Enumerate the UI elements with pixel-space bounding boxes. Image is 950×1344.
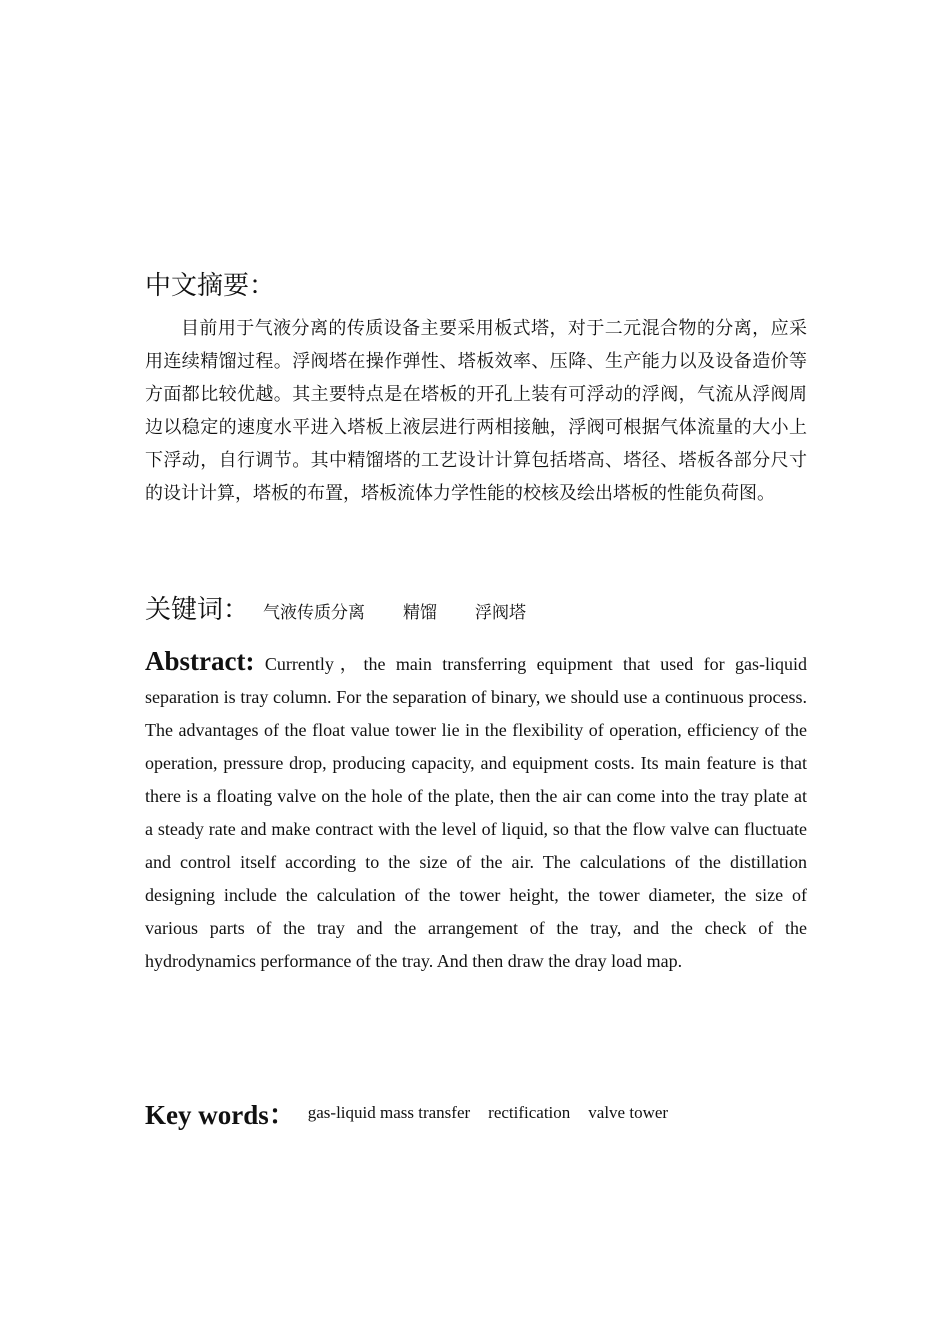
chinese-keyword: 浮阀塔 — [475, 602, 527, 623]
chinese-abstract-body: 目前用于气液分离的传质设备主要采用板式塔，对于二元混合物的分离，应采用连续精馏过程。浮阀塔在操作弹性、塔板效率、压降、生产能力以及设备造价等方面都比较优越。其主要特点是在塔板的开孔上装有可浮动的浮阀，气流从浮阀周边以稳定的速度水平进入塔板上液层进行两相接触，浮阀可根据气体流量的大小上下浮动，自行调节。其中精馏塔的工艺设计计算包括塔高、塔径、塔板各部分尺寸的设计计算，塔板的布置，塔板流体力学性能的校核及绘出塔板的性能负荷图。 — [145, 318, 807, 504]
chinese-keyword: 精馏 — [403, 602, 438, 623]
english-abstract-body: Currently，the main transferring equipment that used for gas-liquid separation is tray column. For the separation of binary, we should use a continuous process. The advantages of the float value tower lie in the flexibility of operation, efficiency of the operation, pressure drop, producing capacity, and equipment costs. Its main feature is that there is a floating valve on the hole of the plate, then the air can come into the tray plate at a steady rate and make contract with the level of liquid, so that the flow valve can fluctuate and control itself according to the size of the air. The calculations of the distillation designing include the calculation of the tower height, the tower diameter, the size of various parts of the tray and the arrangement of the tray, and the check of the hydrodynamics performance of the tray. And then draw the dray load map. — [145, 654, 808, 971]
english-keyword: rectification — [488, 1102, 571, 1122]
english-keywords — [145, 1093, 682, 1132]
english-keyword: valve tower — [588, 1102, 669, 1122]
chinese-keyword: 气液传质分离 — [263, 602, 366, 623]
chinese-abstract-heading: 中文摘要： — [145, 271, 276, 301]
english-abstract — [145, 645, 807, 978]
chinese-keywords-label: 关键词： — [145, 595, 250, 625]
chinese-keywords — [145, 592, 560, 628]
english-abstract-label: Abstract: — [145, 646, 255, 676]
english-keyword: gas-liquid mass transfer — [307, 1102, 471, 1122]
english-keywords-label: Key words： — [145, 1100, 296, 1130]
